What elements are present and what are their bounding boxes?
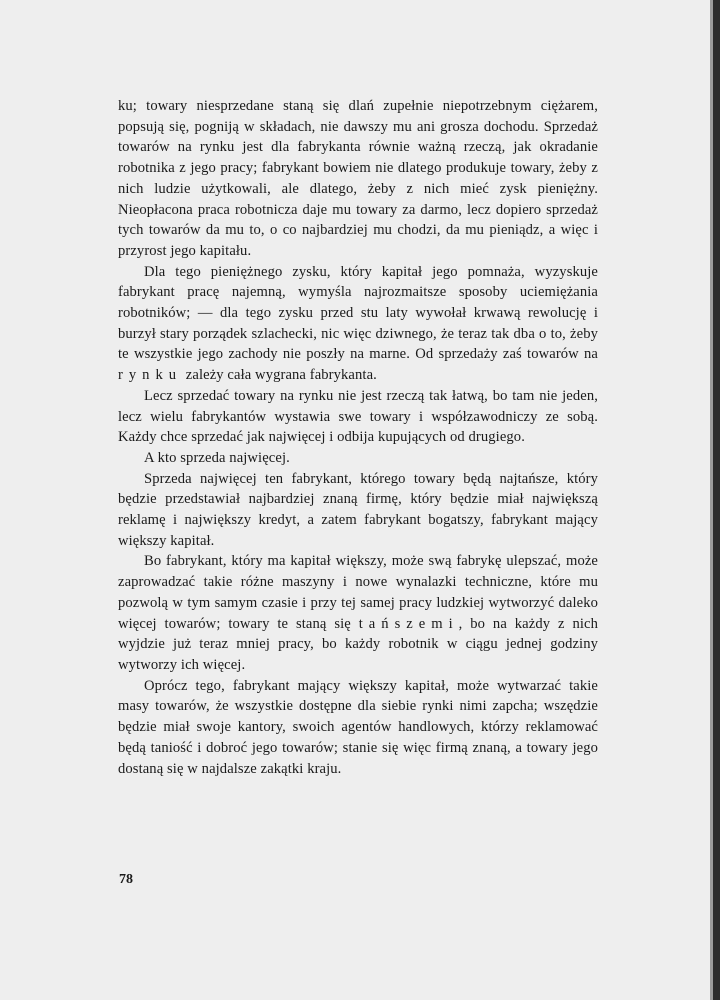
paragraph-text: Bo fabrykant, który ma kapitał większy, może swą fabrykę ulepszać, może zaprowadzać takie różne maszyny i nowe wynalazki techniczne, które mu pozwolą w tym samym czasie i przy tej samej pracy ludzkiej wytworzyć daleko więcej towarów; towary te staną się [118,553,598,632]
paragraph-text: Oprócz tego, fabrykant mający większy kapitał, może wytwarzać takie masy towarów, że wszystkie dostępne dla siebie rynki nimi zapcha; wszędzie będzie miał swoje kantory, swoich agentów handlowych, którzy reklamować będą taniość i dobroć jego towarów; stanie się więc firmą znaną, a towary jego dostaną się w najdalsze zakątki kraju. [118,677,598,777]
paragraph-text: A kto sprzeda najwięcej. [144,449,290,466]
paragraph-text: , bo na każdy z nich wyjdzie już teraz mniej pracy, bo każdy robotnik w ciągu jednej godziny wytworzy ich więcej. [118,615,598,673]
paragraph [118,676,598,780]
page-number: 78 [119,872,133,887]
paragraph [118,448,598,469]
paragraph-text: Sprzeda najwięcej ten fabrykant, którego towary będą najtańsze, który będzie przedstawiał najbardziej znaną firmę, który będzie miał największą reklamę i największy kredyt, a zatem fabrykant bogatszy, fabrykant mający większy kapitał. [118,470,598,549]
page-edge [713,0,720,1000]
paragraph [118,386,598,448]
body-text [118,96,598,779]
spaced-emphasis-text: rynku [118,367,183,384]
paragraph [118,551,598,675]
paragraph-text: Dla tego pieniężnego zysku, który kapitał jego pomnaża, wyzyskuje fabrykant pracę najemną, wymyśla najrozmaitsze sposoby uciemiężania robotników; — dla tego zysku przed stu laty wywołał krwawą rewolucję i burzył stary porządek szlachecki, nic więc dziwnego, że teraz tak dba o to, żeby te wszystkie jego zachody nie poszły na marne. Od sprzedaży zaś towarów na [118,263,598,363]
paragraph-text: ku; towary niesprzedane staną się dlań zupełnie niepotrzebnym ciężarem, popsują się, pogniją w składach, nie dawszy mu ani grosza dochodu. Sprzedaż towarów na rynku jest dla fabrykanta równie ważną rzeczą, jak okradanie robotnika z jego pracy; fabrykant bowiem nie dlatego produkuje towary, żeby z nich ludzie użytkowali, ale dlatego, żeby z nich mieć zysk pieniężny. Nieopłacona praca robotnicza daje mu towary za darmo, lecz dopiero sprzedaż tych towarów da mu to, o co najbardziej mu chodzi, da mu pieniądz, a więc i przyrost jego kapitału. [118,98,598,259]
paragraph [118,469,598,552]
spaced-emphasis-text: tańszemi [358,615,459,632]
paragraph [118,262,598,386]
paragraph-text: Lecz sprzedać towary na rynku nie jest rzeczą tak łatwą, bo tam nie jeden, lecz wielu fabrykantów wystawia swe towary i współzawodniczy ze sobą. Każdy chce sprzedać jak najwięcej i odbija kupujących od drugiego. [118,387,598,446]
paragraph [118,96,598,262]
paragraph-text: zależy cała wygrana fabrykanta. [182,367,377,384]
